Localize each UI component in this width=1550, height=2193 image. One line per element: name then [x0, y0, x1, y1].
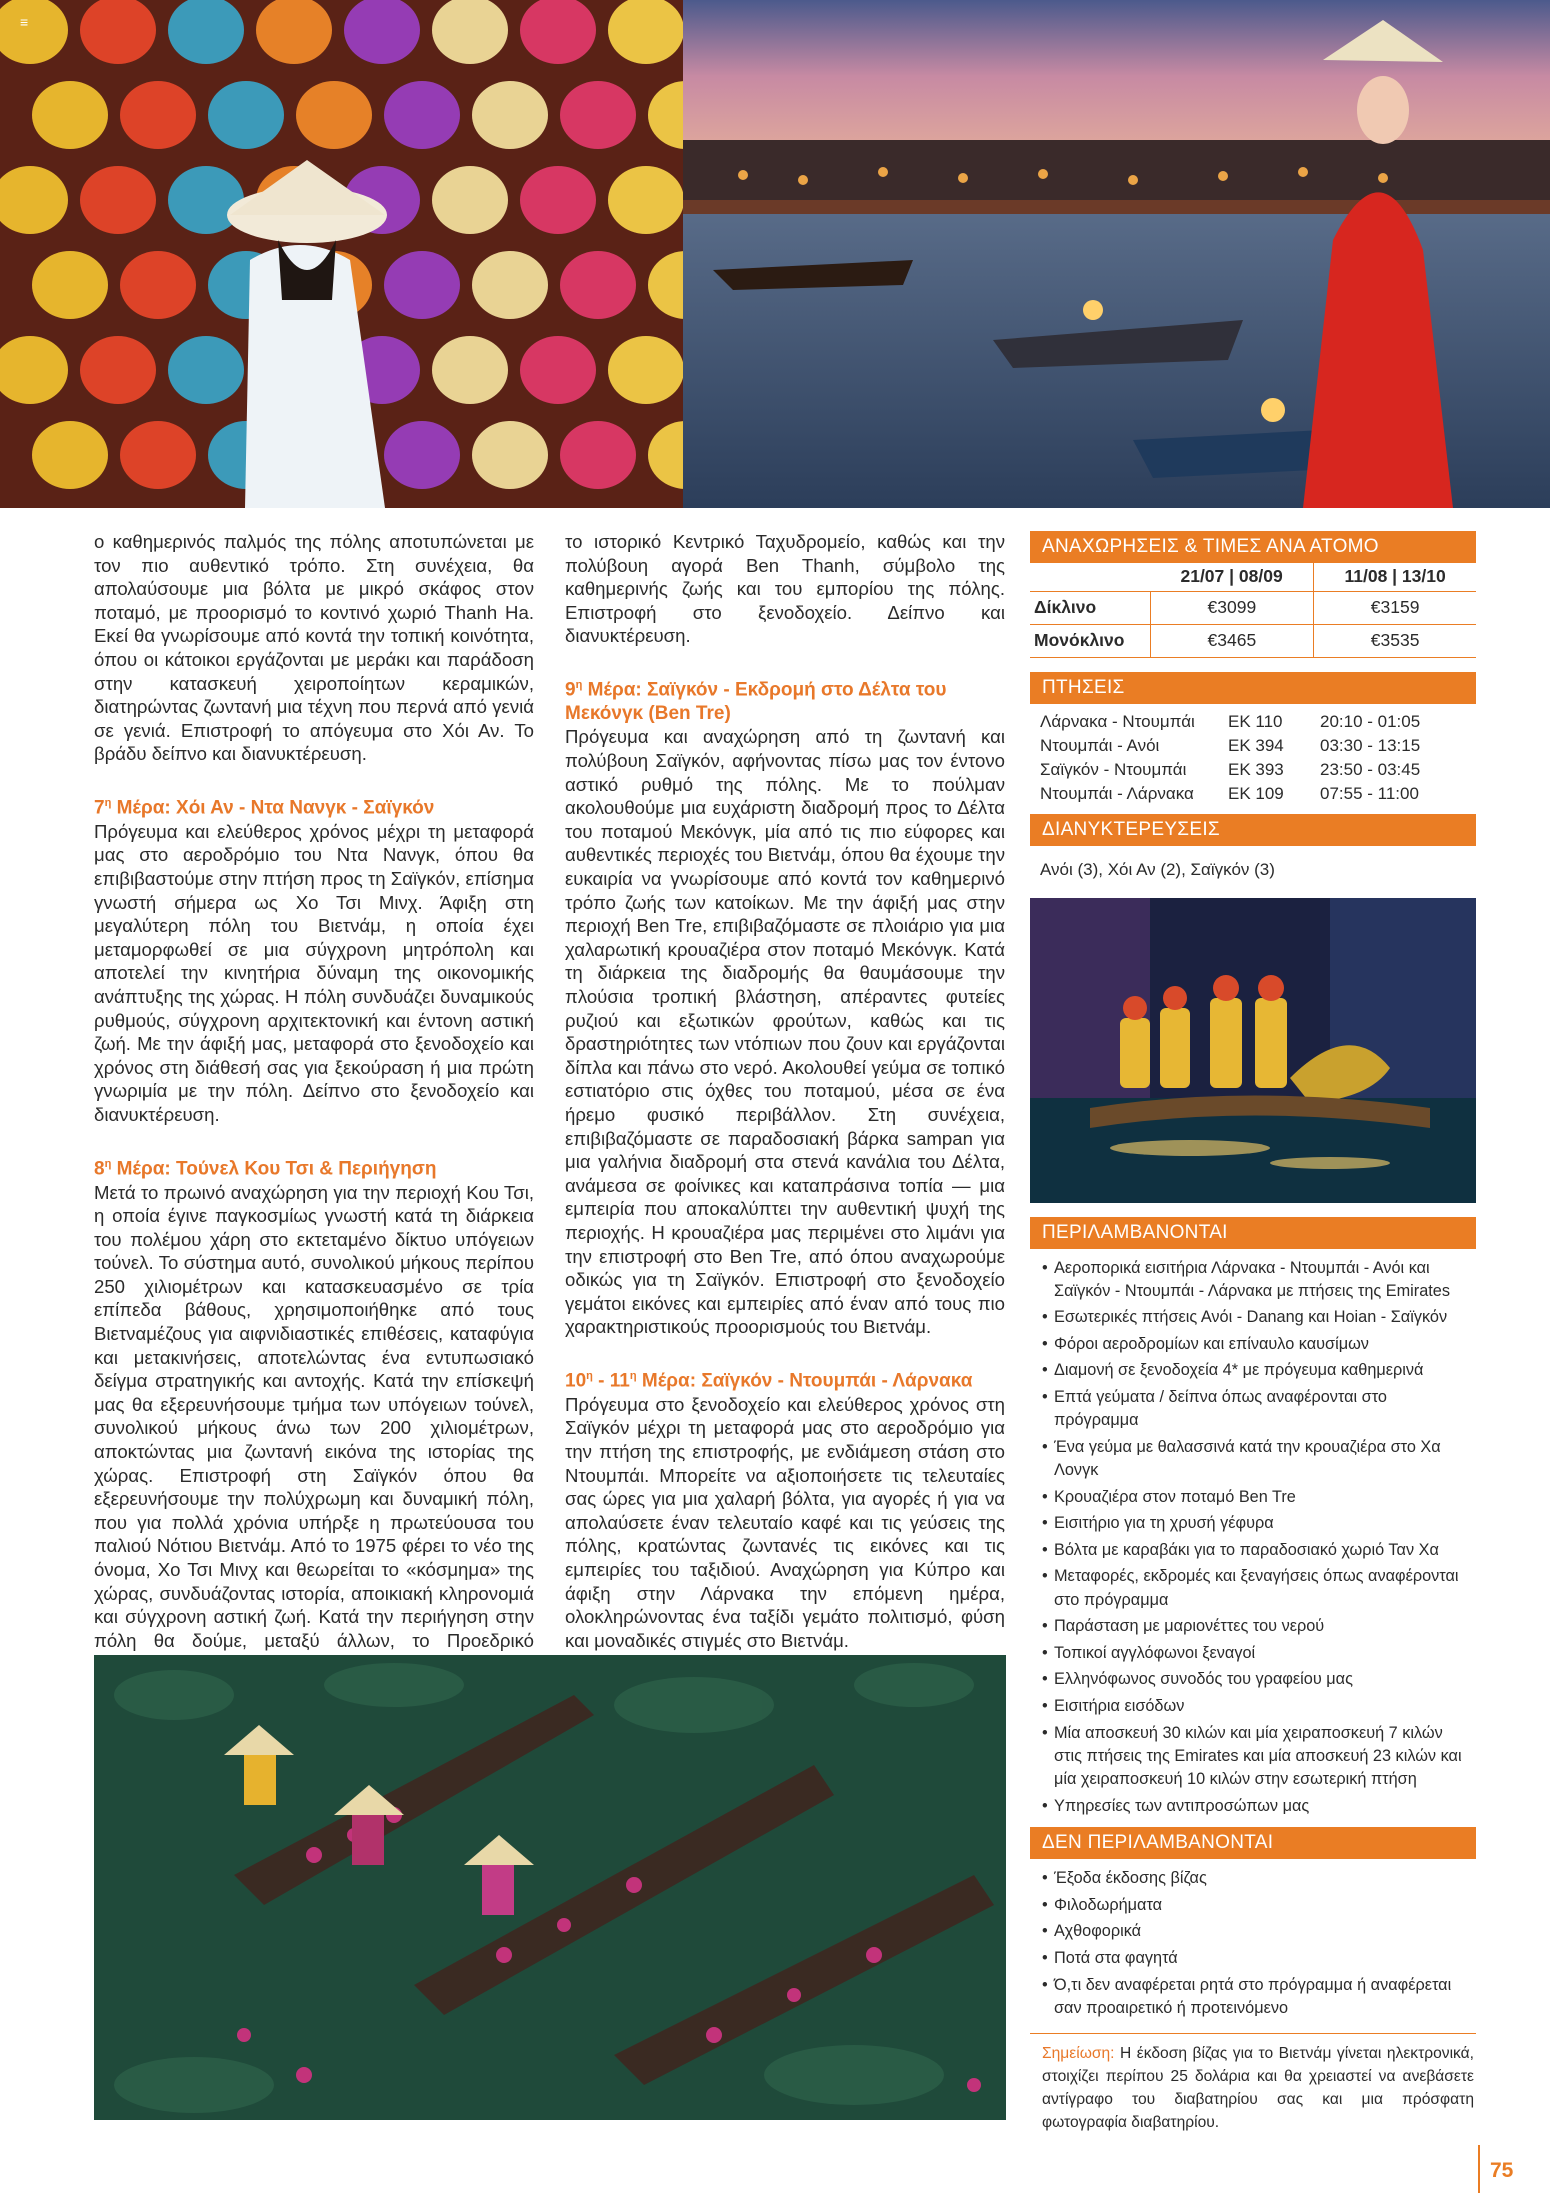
departures-header: ΑΝΑΧΩΡΗΣΕΙΣ & ΤΙΜΕΣ ΑΝΑ ΑΤΟΜΟ [1030, 531, 1476, 563]
day6-continuation: ο καθημερινός παλμός της πόλης αποτυπώνεται με τον πιο αυθεντικό τρόπο. Στη συνέχεια, θα απολαύσουμε μια βόλτα με μικρό σκάφος στον ποταμό, με προορισμό το κοντινό χωριό Thanh Ha. Εκεί θα γνωρίσουμε από κοντά την τοπική κοινότητα, όπου οι κάτοικοι εργάζονται με μεράκι και παράδοση στην κατασκευή χειροποίητων κεραμικών, διατηρώντας ζωντανή μια τέχνη που περνά από γενιά σε γενιά. Επιστροφή το απόγευμα στο Χόι Αν. Το βράδυ δείπνο και διανυκτέρευση. [94, 531, 534, 765]
flights-table [1040, 710, 1486, 806]
stays-header: ΔΙΑΝΥΚΤΕΡΕΥΣΕΙΣ [1030, 814, 1476, 846]
flight-code: EK 394 [1228, 735, 1284, 755]
list-item: • Αχθοφορικά [1042, 1920, 1466, 1943]
list-item: • Έξοδα έκδοσης βίζας [1042, 1867, 1466, 1890]
page-number: 75 [1478, 2145, 1518, 2193]
day8-heading: $8^\eta$ Μέρα: Τούνελ Κου Τσι & Περιήγηση [94, 1157, 437, 1179]
flight-row [1040, 782, 1486, 806]
list-item: • Τοπικοί αγγλόφωνοι ξεναγοί [1042, 1642, 1466, 1665]
menu-icon: ≡ [20, 14, 29, 30]
list-item: • Μία αποσκευή 30 κιλών και μία χειραποσκευή 7 κιλών στις πτήσεις της Emirates και μία αποσκευή 23 κιλών και μία χειραποσκευή 10 κιλών στην εσωτερική πτήση [1042, 1722, 1466, 1792]
lotus-boats-photo [94, 1655, 1006, 2120]
flight-route: Ντουμπάι - Λάρνακα [1040, 783, 1194, 803]
excluded-list [1030, 1859, 1476, 2029]
note-lead: Σημείωση: [1042, 2045, 1115, 2063]
price-table [1030, 563, 1476, 658]
flight-code: EK 110 [1228, 711, 1283, 731]
list-item: • Εσωτερικές πτήσεις Ανόι - Danang και Hoian - Σαϊγκόν [1042, 1306, 1466, 1329]
list-item: • Ένα γεύμα με θαλασσινά κατά την κρουαζιέρα στο Χα Λονγκ [1042, 1436, 1466, 1482]
water-puppets-photo [1030, 898, 1476, 1203]
price-cell: €3159 [1314, 591, 1476, 624]
flight-time: 20:10 - 01:05 [1320, 711, 1421, 731]
left-column [94, 530, 534, 1700]
price-corner-cell [1030, 563, 1150, 591]
list-item: • Ελληνόφωνος συνοδός του γραφείου μας [1042, 1668, 1466, 1691]
day7-body: Πρόγευμα και ελεύθερος χρόνος μέχρι τη μεταφορά μας στο αεροδρόμιο του Ντα Νανγκ, όπου θα επιβιβαστούμε στην πτήση προς τη Σαϊγκόν, επίσημα γνωστή σήμερα ως Χο Τσι Μινχ. Άφιξη στη μεγαλύτερη πόλη του Βιετνάμ, η οποία έχει μεταμορφωθεί σε μια σύγχρονη μητρόπολη και αποτελεί την κινητήρια δύναμη της οικονομικής ανάπτυξης της χώρας. Η πόλη συνδυάζει δυναμικούς ρυθμούς, σύγχρονη αρχιτεκτονική και έντονη αστική ζωή. Με την άφιξή μας, μεταφορά στο ξενοδοχείο και χρόνος στη διάθεσή σας για ξεκούραση ή μια πρώτη γνωριμία με την πόλη. Δείπνο στο ξενοδοχείο και διανυκτέρευση. [94, 820, 534, 1125]
list-item: • Φιλοδωρήματα [1042, 1894, 1466, 1917]
day8-continuation: το ιστορικό Κεντρικό Ταχυδρομείο, καθώς και την πολύβουη αγορά Ben Thanh, σύμβολο της καθημερινής ζωής και του εμπορίου της πόλης. Επιστροφή στο ξενοδοχείο. Δείπνο και διανυκτέρευση. [565, 531, 1005, 647]
list-item: • Ό,τι δεν αναφέρεται ρητά στο πρόγραμμα ή αναφέρεται σαν προαιρετικό ή προτεινόμενο [1042, 1974, 1466, 2020]
date-column-2: 11/08 | 13/10 [1314, 563, 1476, 591]
price-cell: €3465 [1150, 624, 1314, 657]
flight-time: 23:50 - 03:45 [1320, 759, 1421, 779]
room-type-label: Δίκλινο [1030, 591, 1150, 624]
flight-code: EK 109 [1228, 783, 1284, 803]
included-header: ΠΕΡΙΛΑΜΒΑΝΟΝΤΑΙ [1030, 1217, 1476, 1249]
visa-note [1030, 2033, 1476, 2134]
excluded-header: ΔΕΝ ΠΕΡΙΛΑΜΒΑΝΟΝΤΑΙ [1030, 1827, 1476, 1859]
list-item: • Εισιτήριο για τη χρυσή γέφυρα [1042, 1512, 1466, 1535]
list-item: • Φόροι αεροδρομίων και επίναυλο καυσίμων [1042, 1333, 1466, 1356]
day9-body: Πρόγευμα και αναχώρηση από τη ζωντανή και πολύβουη Σαϊγκόν, αφήνοντας πίσω μας τον έντονο αστικό ρυθμό της πόλης. Με το πούλμαν ακολουθούμε μια ευχάριστη διαδρομή προς το Δέλτα του ποταμού Μεκόνγκ, μία από τις πιο εύφορες και αυθεντικές περιοχές του Βιετνάμ, όπου θα έχουμε την ευκαιρία να γνωρίσουμε από κοντά τον καθημερινό τρόπο ζωής των κατοίκων. Με την άφιξή μας στην περιοχή Ben Tre, επιβιβαζόμαστε σε πλοιάριο για μια χαλαρωτική κρουαζιέρα στον ποταμό Μεκόνγκ. Κατά τη διάρκεια της διαδρομής θα θαυμάσουμε την πλούσια τροπική βλάστηση, απέραντες φυτείες ρυζιού και εξωτικών φρούτων, καθώς και τις δραστηριότητες των ντόπιων που ζουν και εργάζονται δίπλα και πάνω στο νερό. Ακολουθεί γεύμα σε τοπικό εστιατόριο στις όχθες του ποταμού, μέσα σε ένα ήρεμο φυσικό περιβάλλον. Στη συνέχεια, επιβιβαζόμαστε σε παραδοσιακή βάρκα sampan για μια γαλήνια διαδρομή στα στενά κανάλια του Δέλτα, ανάμεσα σε φοίνικες και καταπράσινα τοπία — μια εμπειρία που αποκαλύπτει την αυθεντική ψυχή της περιοχής. Η κρουαζιέρα μας περιμένει στο λιμάνι για την επιστροφή στο Ben Tre, από όπου αναχωρούμε οδικώς για τη Σαϊγκόν. Επιστροφή στο ξενοδοχείο γεμάτοι εικόνες και εμπειρίες από έναν από τους πιο χαρακτηριστικούς προορισμούς του Βιετνάμ. [565, 726, 1005, 1338]
sidebar [1030, 531, 1476, 2134]
list-item: • Επτά γεύματα / δείπνα όπως αναφέρονται στο πρόγραμμα [1042, 1386, 1466, 1432]
day8-body: Μετά το πρωινό αναχώρηση για την περιοχή Κου Τσι, η οποία έγινε παγκοσμίως γνωστή κατά τη διάρκεια του πολέμου χάρη στο εκτεταμένο δίκτυο υπόγειων τούνελ. Το σύστημα αυτό, συνολικού μήκους περίπου 250 χιλιομέτρων και κατασκευασμένο σε τρία επίπεδα βάθους, χρησιμοποιήθηκε από τους Βιετναμέζους για αιφνιδιαστικές επιθέσεις, καταφύγια και μετακινήσεις, αποτελώντας ένα εντυπωσιακό δείγμα στρατηγικής και αντοχής. Κατά την επίσκεψή μας θα εξερευνήσουμε τμήμα των υπόγειων τούνελ, συνολικού μήκους άνω των 200 χιλιομέτρων, αποκτώντας μια ζωντανή εικόνα της ιστορίας της χώρας. Επιστροφή στη Σαϊγκόν όπου θα εξερευνήσουμε την πολύχρωμη και δυναμική πόλη, που για πολλά χρόνια υπήρξε η πρωτεύουσα του παλιού Νότιου Βιετνάμ. Από το 1975 φέρει το νέο της όνομα, Χο Τσι Μινχ και θεωρείται το «κόσμημα» της χώρας, συνδυάζοντας ιστορία, αποικιακή κληρονομιά και σύγχρονη αστική ζωή. Κατά την περιήγηση στην πόλη θα δούμε, μεταξύ άλλων, το Προεδρικό [94, 1181, 534, 1651]
included-list [1030, 1249, 1476, 1828]
list-item: • Ποτά στα φαγητά [1042, 1947, 1466, 1970]
flight-route: Λάρνακα - Ντουμπάι [1040, 711, 1195, 731]
list-item: • Βόλτα με καραβάκι για το παραδοσιακό χωριό Ταν Χα [1042, 1539, 1466, 1562]
day10-heading: $10^\eta - 11^\eta$ Μέρα: Σαϊγκόν - Ντουμπάι - Λάρνακα [565, 1369, 973, 1392]
list-item: • Υπηρεσίες των αντιπροσώπων μας [1042, 1795, 1466, 1818]
price-cell: €3535 [1314, 624, 1476, 657]
flight-route: Σαϊγκόν - Ντουμπάι [1040, 759, 1187, 779]
day9-heading: $9^\eta$ Μέρα: Σαϊγκόν - Εκδρομή στο Δέλτα του Μεκόνγκ (Ben Tre) [565, 678, 947, 724]
list-item: • Διαμονή σε ξενοδοχεία 4* με πρόγευμα καθημερινά [1042, 1359, 1466, 1382]
flight-time: 03:30 - 13:15 [1320, 735, 1421, 755]
list-item: • Μεταφορές, εκδρομές και ξεναγήσεις όπως αναφέρονται στο πρόγραμμα [1042, 1565, 1466, 1611]
flight-time: 07:55 - 11:00 [1320, 783, 1419, 803]
list-item: • Παράσταση με μαριονέττες του νερού [1042, 1615, 1466, 1638]
flight-code: EK 393 [1228, 759, 1284, 779]
flight-row [1040, 710, 1486, 734]
date-column-1: 21/07 | 08/09 [1150, 563, 1314, 591]
flight-row [1040, 734, 1486, 758]
table-row [1030, 624, 1476, 657]
river-night-photo [683, 0, 1550, 508]
list-item: • Εισιτήρια εισόδων [1042, 1695, 1466, 1718]
day10-body: Πρόγευμα στο ξενοδοχείο και ελεύθερος χρόνος στη Σαϊγκόν μέχρι τη μεταφορά μας στο αεροδρόμιο για την πτήση της επιστροφής, με ενδιάμεση στάση στο Ντουμπάι. Μπορείτε να αξιοποιήσετε τις τελευταίες σας ώρες για μια χαλαρή βόλτα, για αγορές ή για να απολαύσετε έναν τελευταίο καφέ και τις γεύσεις της πόλης, κρατώντας ζωντανές τις εικόνες και τις εμπειρίες του ταξιδιού. Αναχώρηση για Κύπρο και άφιξη στην Λάρνακα την επόμενη ημέρα, ολοκληρώνοντας ένα ταξίδι γεμάτο πολιτισμό, φύση και μοναδικές στιγμές στο Βιετνάμ. [565, 1393, 1005, 1651]
lanterns-photo [0, 0, 683, 508]
list-item: • Αεροπορικά εισιτήρια Λάρνακα - Ντουμπάι - Ανόι και Σαϊγκόν - Ντουμπάι - Λάρνακα με πτήσεις της Emirates [1042, 1257, 1466, 1303]
day7-heading: $7^\eta$ Μέρα: Χόι Αν - Ντα Νανγκ - Σαϊγκόν [94, 796, 435, 819]
stays-text: Ανόι (3), Χόι Αν (2), Σαϊγκόν (3) [1040, 859, 1275, 879]
flight-route: Ντουμπάι - Ανόι [1040, 735, 1160, 755]
note-body: Η έκδοση βίζας για το Βιετνάμ γίνεται ηλεκτρονικά, στοιχίζει περίπου 25 δολάρια και θα χρειαστεί να ανεβάσετε αντίγραφο του διαβατηρίου σας και μια πρόσφατη φωτογραφία διαβατηρίου. [1042, 2045, 1474, 2132]
flights-header: ΠΤΗΣΕΙΣ [1030, 672, 1476, 704]
room-type-label: Μονόκλινο [1030, 624, 1150, 657]
price-cell: €3099 [1150, 591, 1314, 624]
table-row [1030, 591, 1476, 624]
middle-column [565, 530, 1005, 1652]
price-header-row [1030, 563, 1476, 591]
list-item: • Κρουαζιέρα στον ποταμό Ben Tre [1042, 1486, 1466, 1509]
flight-row [1040, 758, 1486, 782]
